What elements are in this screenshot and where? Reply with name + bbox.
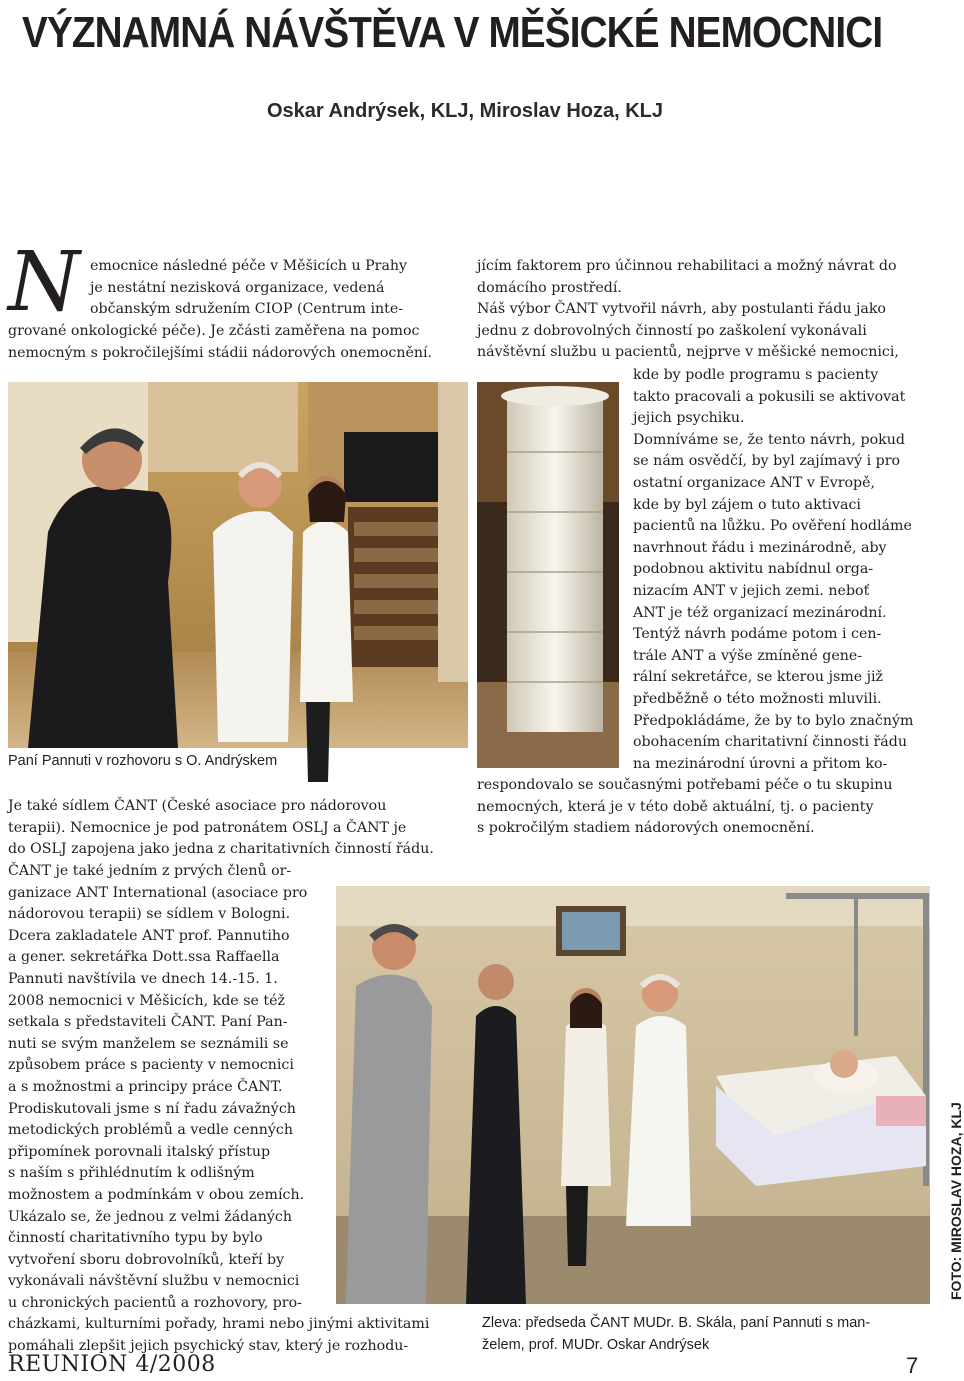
body-line: způsobem práce s pacienty v nemocnici: [8, 1057, 294, 1074]
body-line: ostatní organizace ANT v Evropě,: [633, 474, 876, 491]
body-line: Předpokládáme, že by to bylo značným: [633, 712, 914, 729]
caption-photo-1: Paní Pannuti v rozhovoru s O. Andrýskem: [8, 753, 278, 769]
photo-hospital-room: [336, 886, 930, 1304]
body-line: kde by byl zájem o tuto aktivaci: [633, 496, 861, 513]
body-line: respondovalo se současnými potřebami péče o tu skupinu: [477, 777, 893, 793]
page-number: 7: [906, 1353, 919, 1378]
caption-photo-2: [482, 1312, 870, 1356]
body-line: s pokročilým stadiem nádorových onemocnění.: [477, 820, 815, 837]
body-line: setkala s představiteli ČANT. Paní Pan-: [8, 1014, 288, 1031]
intro-indented: [90, 256, 407, 321]
caption-line: Zleva: předseda ČANT MUDr. B. Skála, paní Pannuti s man-: [482, 1315, 871, 1331]
body-line: jícím faktorem pro účinnou rehabilitaci a možný návrat do: [477, 258, 897, 274]
body-line: ganizace ANT International (asociace pro: [8, 884, 308, 901]
body-line: a gener. sekretářka Dott.ssa Raffaella: [8, 949, 280, 966]
body-line: Náš výbor ČANT vytvořil návrh, aby postulanti řádu jako: [477, 301, 886, 318]
caption-line: želem, prof. MUDr. Oskar Andrýsek: [482, 1337, 710, 1353]
right-wrap-paragraph: [633, 365, 913, 775]
body-line: jednu z dobrovolných činností po zaškolení vykonávali: [477, 322, 867, 339]
body-line: Tentýž návrh podáme potom i cen-: [633, 626, 882, 643]
body-line: nuti se svým manželem se seznámili se: [8, 1035, 289, 1052]
left-narrow-paragraph: [8, 861, 307, 1314]
intro-line: emocnice následné péče v Měšicích u Prahy: [90, 258, 408, 274]
body-line: na mezinárodní úrovni a přitom ko-: [633, 755, 888, 772]
body-line: domácího prostředí.: [477, 279, 622, 296]
body-line: kde by podle programu s pacienty: [633, 367, 879, 383]
publication-footer: REUNION 4/2008: [8, 1352, 216, 1377]
photo-credit: FOTO: MIROSLAV HOZA, KLJ: [948, 1102, 964, 1300]
body-line: a s možnostmi a principy práce ČANT.: [8, 1078, 283, 1095]
body-line: ČANT je také jedním z prvých členů or-: [8, 863, 292, 879]
intro-line: nemocným s pokročilejšími stádii nádorových onemocnění.: [8, 344, 433, 361]
intro-line: občanským sdružením CIOP (Centrum inte-: [90, 301, 404, 318]
body-line: Pannuti navštívila ve dnech 14.-15. 1.: [8, 970, 278, 987]
drop-cap: N: [8, 235, 80, 330]
body-line: takto pracovali a pokusili se aktivovat: [633, 388, 906, 405]
body-line: pomáhali zlepšit jejich psychický stav, který je rozhodu-: [8, 1337, 409, 1354]
body-line: Dcera zakladatele ANT prof. Pannutiho: [8, 927, 290, 944]
intro-full: [8, 321, 432, 364]
body-line: návštěvní službu u pacientů, nejprve v měšické nemocnici,: [477, 344, 899, 361]
intro-line: grované onkologické péče). Je zčásti zaměřena na pomoc: [8, 323, 420, 339]
body-line: u chronických pacientů a rozhovory, pro-: [8, 1294, 302, 1311]
body-line: vytvoření sboru dobrovolníků, kteří by: [8, 1251, 285, 1268]
body-line: se nám osvědčí, by byl zajímavý i pro: [633, 453, 901, 470]
photo-tiled-stove: [477, 382, 619, 768]
body-line: jejich psychiku.: [633, 410, 745, 427]
article-title: VÝZNAMNÁ NÁVŠTĚVA V MĚŠICKÉ NEMOCNICI: [22, 8, 883, 57]
body-line: nizacím ANT v jejich zemi. neboť: [633, 582, 870, 599]
body-line: cházkami, kulturními pořady, hrami nebo jinými aktivitami: [8, 1316, 430, 1332]
body-line: rální sekretářce, se kterou jsme již: [633, 669, 884, 686]
body-line: 2008 nemocnici v Měšicích, kde se též: [8, 992, 285, 1009]
body-line: Ukázalo se, že jednou z velmi žádaných: [8, 1208, 292, 1225]
body-line: Prodiskutovali jsme s ní řadu závažných: [8, 1100, 296, 1117]
body-line: navrhnout řádu i mezinárodně, aby: [633, 539, 887, 556]
right-bottom-paragraph: [477, 775, 893, 840]
body-line: činností charitativního typu by bylo: [8, 1230, 263, 1247]
left-bottom-paragraph: [8, 1314, 429, 1357]
body-line: nemocných, která je v této době aktuální, tj. o pacienty: [477, 798, 874, 815]
body-line: Je také sídlem ČANT (České asociace pro nádorovou: [8, 798, 387, 814]
body-line: Domníváme se, že tento návrh, pokud: [633, 431, 905, 448]
left-full-paragraph: [8, 796, 434, 861]
body-line: pacientů na lůžku. Po ověření hodláme: [633, 518, 912, 535]
body-line: terapii). Nemocnice je pod patronátem OSLJ a ČANT je: [8, 819, 407, 836]
photo-meeting-library-image: [8, 382, 468, 748]
body-line: vykonávali návštěvní službu v nemocnici: [8, 1273, 300, 1290]
body-line: podobnou aktivitu nabídnul orga-: [633, 561, 874, 578]
body-line: možnostem a podmínkám v obou zemích.: [8, 1186, 305, 1203]
photo-tiled-stove-image: [477, 382, 619, 768]
article-authors: Oskar Andrýsek, KLJ, Miroslav Hoza, KLJ: [266, 100, 664, 122]
photo-hospital-room-image: [336, 886, 930, 1304]
right-top-paragraph: [477, 256, 899, 364]
body-line: obohacením charitativní činnosti řádu: [633, 734, 907, 751]
photo-meeting-library: [8, 382, 468, 748]
body-line: s naším s přihlédnutím k odlišným: [8, 1165, 255, 1182]
intro-line: je nestátní nezisková organizace, vedená: [90, 279, 385, 296]
body-line: do OSLJ zapojena jako jedna z charitativních činností řádu.: [8, 841, 434, 858]
body-line: nádorovou terapii) se sídlem v Bologni.: [8, 906, 291, 923]
body-line: připomínek porovnali italský přístup: [8, 1143, 271, 1160]
body-line: metodických problémů a vedle cenných: [8, 1122, 294, 1139]
body-line: předběžně o této možnosti mluvili.: [633, 690, 882, 707]
body-line: ANT je též organizací mezinárodní.: [633, 604, 887, 621]
body-line: trále ANT a výše zmíněné gene-: [633, 647, 863, 664]
